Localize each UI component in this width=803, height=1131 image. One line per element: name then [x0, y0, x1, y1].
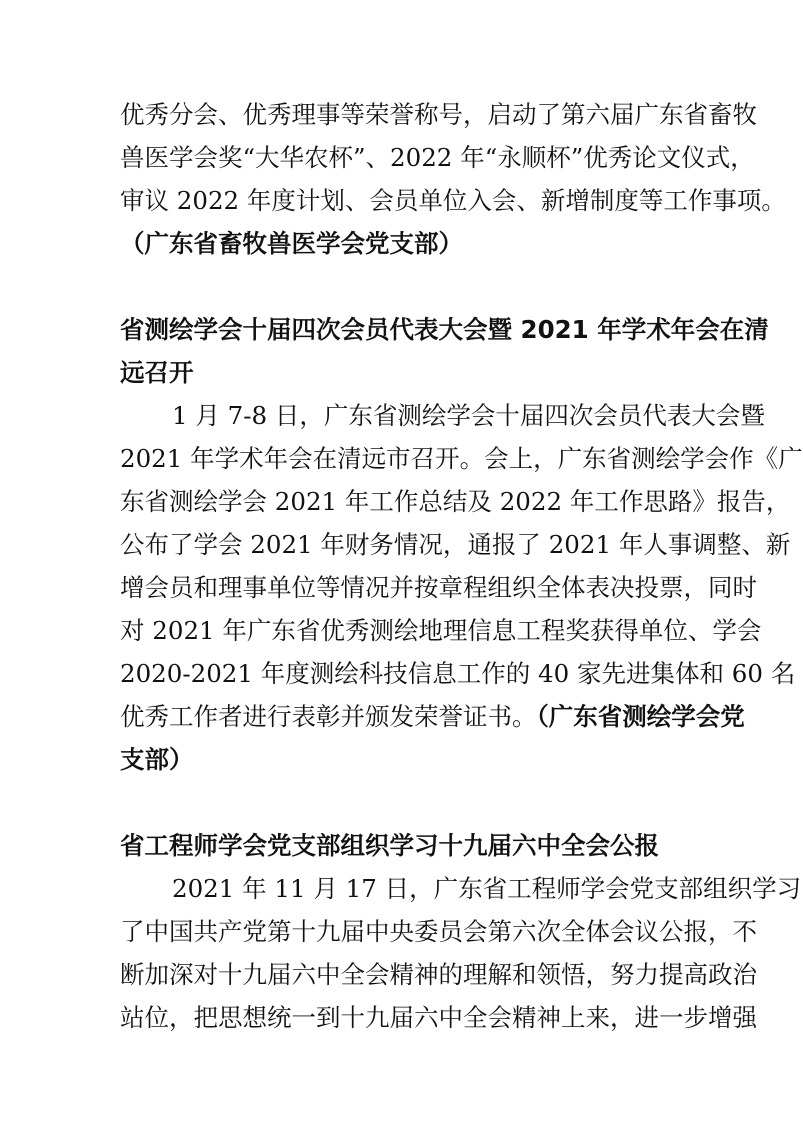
paragraph-line: 断加深对十九届六中全会精神的理解和领悟，努力提高政治: [120, 960, 757, 989]
paragraph-line: 审议 2022 年度计划、会员单位入会、新增制度等工作事项。: [120, 186, 786, 215]
article-title: 远召开: [120, 358, 194, 387]
article-title: 省测绘学会十届四次会员代表大会暨 2021 年学术年会在清: [120, 315, 769, 344]
paragraph-line: 兽医学会奖“大华农杯”、2022 年“永顺杯”优秀论文仪式，: [120, 143, 755, 172]
paragraph-line: 优秀分会、优秀理事等荣誉称号，启动了第六届广东省畜牧: [120, 100, 757, 129]
paragraph-line: [120, 702, 745, 732]
paragraph-line: 东省测绘学会 2021 年工作总结及 2022 年工作思路》报告，: [120, 487, 791, 516]
paragraph-line: 1 月 7-8 日，广东省测绘学会十届四次会员代表大会暨: [172, 401, 765, 430]
paragraph-line: 了中国共产党第十九届中央委员会第六次全体会议公报，不: [120, 917, 757, 946]
paragraph-line: 2020-2021 年度测绘科技信息工作的 40 家先进集体和 60 名: [120, 659, 796, 688]
source-attribution: （广东省测绘学会党: [536, 702, 745, 731]
paragraph-line: 增会员和理事单位等情况并按章程组织全体表决投票，同时: [120, 573, 757, 602]
paragraph-line: 对 2021 年广东省优秀测绘地理信息工程奖获得单位、学会: [120, 616, 762, 645]
paragraph-line: 公布了学会 2021 年财务情况，通报了 2021 年人事调整、新: [120, 530, 791, 559]
paragraph-text: 优秀工作者进行表彰并颁发荣誉证书。: [120, 702, 537, 731]
paragraph-line: 站位，把思想统一到十九届六中全会精神上来，进一步增强: [120, 1003, 757, 1032]
source-attribution: （广东省畜牧兽医学会党支部）: [120, 229, 463, 258]
paragraph-line: 2021 年 11 月 17 日，广东省工程师学会党支部组织学习: [172, 874, 802, 903]
article-title: 省工程师学会党支部组织学习十九届六中全会公报: [120, 831, 659, 860]
source-attribution: 支部）: [120, 745, 194, 774]
paragraph-line: 2021 年学术年会在清远市召开。会上，广东省测绘学会作《广: [120, 444, 803, 473]
